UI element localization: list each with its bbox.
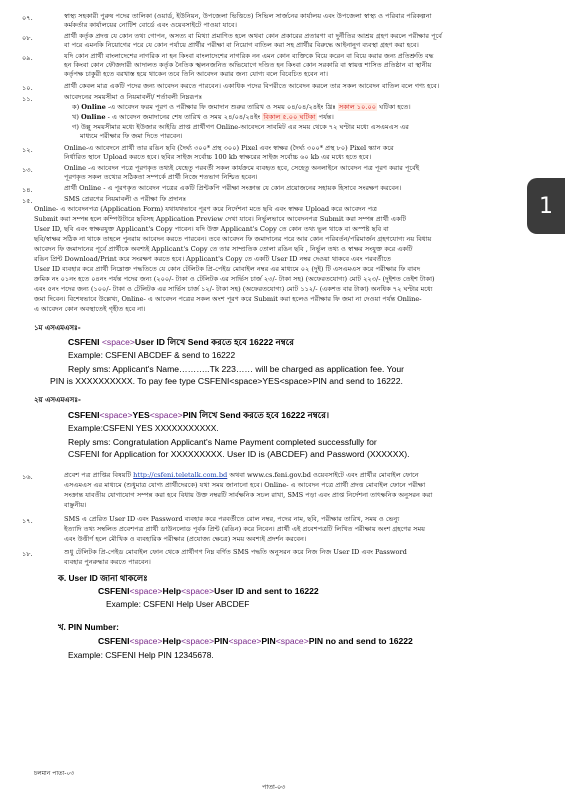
sms-reply: CSFENI for Application for XXXXXXXXX. User ID is (ABCDEF) and Password (XXXXXX). bbox=[68, 449, 410, 459]
item-line: বা পরে এমনকি নিয়োগের পরে যে কোন পর্যায়ে প্রার্থীর পরীক্ষা বা নিয়োগ বাতিল করা সহ প্রার্থীর বিরুদ্ধে আইনানুগ ব্যবস্থা গ্রহণ করা হবে। bbox=[64, 41, 419, 49]
sms-example: Example: CSFENI ABCDEF & send to 16222 bbox=[68, 350, 236, 360]
sub-prefix: ক) bbox=[72, 103, 80, 111]
sms-cmd-part: PIN লিখে Send করতে হবে 16222 নম্বরে। bbox=[182, 410, 330, 420]
item-line: ব্যবহার পুনরুদ্ধার করতে পারবেন। bbox=[64, 558, 151, 566]
sub-item-start bbox=[72, 103, 532, 111]
sub-item-c-cont bbox=[80, 132, 540, 140]
sub-bold: Online bbox=[81, 103, 106, 111]
page-number: পাতা-০৩ bbox=[262, 783, 286, 791]
space-token: <space> bbox=[149, 410, 183, 420]
sub-tail: পর্যন্ত। bbox=[316, 113, 334, 121]
sms-cmd-part: CSFENI bbox=[98, 636, 130, 646]
paragraph-line: এ আবেদন কোন অবস্থাতেই গৃহীত হবে না। bbox=[34, 305, 146, 313]
item-line: SMS এ প্রেরিত User ID এবং Password ব্যবহার করে পরবর্তীতে রোল নম্বর, পদের নাম, ছবি, পরীক্ষার তারিখ, সময় ও ভেন্যু bbox=[64, 515, 400, 523]
recover-example: Example: CSFENI Help PIN 12345678. bbox=[68, 650, 214, 660]
item-line: প্রবেশ পত্র প্রাপ্তির বিষয়টি http://csfeni.teletalk.com.bd অথবা www.cs.feni.gov.bd ওয়েবসাইটে এবং প্রার্থীর মোবাইল ফোনে bbox=[64, 471, 419, 479]
sms-reply: Reply sms: Applicant's Name………..Tk 223…… will be charged as application fee. Your bbox=[68, 364, 404, 374]
sub-item-end bbox=[72, 113, 532, 121]
paragraph-line: রঙিন প্রিন্ট Download/Print করে সংরক্ষণ করতে হবে। Applicant's Copy তে একটি User ID নম্বর দেওয়া থাকবে এবং পরবর্তীতে bbox=[34, 255, 391, 263]
recover-command bbox=[98, 636, 413, 646]
item-line: হন কিংবা কোন ফৌজদারী আদালত কর্তৃক নৈতিক স্খলনজনিত অভিযোগে দণ্ডিত হন কিংবা কোন সরকারি বা স্বায়ত্ত শাসিত প্রতিষ্ঠান বা স্থানীয় bbox=[64, 61, 432, 69]
sms-heading: ২য় এসএমএসঃ- bbox=[34, 395, 81, 404]
item-number: ১৫. bbox=[22, 197, 33, 205]
item-number: ০৭. bbox=[22, 14, 33, 22]
highlight-end-time: বিকাল ৫.০০ ঘটিকা bbox=[263, 113, 316, 121]
item-line: এসএমএস এর মাধ্যমে (শুধুমাত্র যোগ্য প্রার্থীদেরকে) যথা সময় জানানো হবে। Online- এ আবেদন পত্রে প্রার্থী প্রদত্ত মোবাইল ফোনে পরীক্ষা bbox=[64, 481, 426, 489]
sub-prefix: খ) bbox=[72, 113, 79, 121]
sms-cmd-part: Help bbox=[162, 636, 182, 646]
item-number: ০৯. bbox=[22, 54, 33, 62]
item-line: Online-এ আবেদনে প্রার্থী তার রঙিন ছবি (দৈর্ঘ্য ৩০০* প্রস্থ ৩০০) Pixel এবং স্বাক্ষর (দৈর্ঘ্য ৩০০* প্রস্থ ৮০) Pixel স্ক্যান করে bbox=[64, 144, 394, 152]
sub-item-c bbox=[72, 123, 532, 131]
continuation-note: চলমান পাতা-০৩ bbox=[34, 770, 75, 777]
recover-label: খ. PIN Number: bbox=[58, 622, 119, 632]
item-number: ১৬. bbox=[22, 473, 33, 481]
sub-text: উল্লু সময়সীমার মধ্যে ইউজার আইডি প্রাপ্ত প্রার্থীগণ Online-আবেদনে সাবমিট এর সময় থেকে ৭২ ঘণ্টার মধ্যে এসএমএস এর bbox=[81, 123, 409, 131]
paragraph-line: আবেদন ফি জমাদানের পূর্বে প্রার্থীকে অবশ্যই Applicant's Copy তে তার সাম্প্রতিক তোলা রঙিন ছবি , নির্ভুল তথ্য ও স্বাক্ষর সংযুক্ত করে একটি bbox=[34, 245, 413, 253]
item-number: ১৪. bbox=[22, 186, 33, 194]
sms-cmd-part: YES bbox=[132, 410, 150, 420]
space-token: <space> bbox=[129, 636, 163, 646]
item-line: Online -এ আবেদন পত্রে পূরণকৃত তথ্যই যেহেতু পরবর্তী সকল কার্যক্রমে ব্যবহৃত হবে, সেহেতু অনলাইনে আবেদন পত্র পূরণ করার পূর্বেই bbox=[64, 164, 420, 172]
space-token: <space> bbox=[129, 586, 163, 596]
item-line: ইত্যাদি তথ্য সম্বলিত প্রবেশপত্র প্রার্থী ডাউনলোড পূর্বক প্রিন্ট (রঙিন) করে নিবেন। প্রার্থী এই প্রবেশপত্রটি লিখিত পরীক্ষায় অংশ গ্রহণের সময় bbox=[64, 525, 426, 533]
item-line: কর্তৃপক্ষ চাকুরী হতে বরখাস্ত হয়ে থাকেন তবে তিনি আবেদন করার জন্য যোগ্য বলে বিবেচিত হবেন না। bbox=[64, 70, 329, 78]
item-line: SMS প্রেরণের নিয়মাবলী ও পরীক্ষা ফি প্রদানঃ bbox=[64, 195, 187, 203]
highlight-start-time: সকাল ১০.০০ bbox=[338, 103, 377, 111]
sms-cmd-part: PIN bbox=[214, 636, 229, 646]
sms-cmd-part: CSFENI bbox=[68, 337, 102, 347]
sms-reply: PIN is XXXXXXXXXX. To pay fee type CSFENI<space>YES<space>PIN and send to 16222. bbox=[50, 376, 403, 386]
recover-example: Example: CSFENI Help User ABCDEF bbox=[106, 599, 250, 609]
item-line: নির্ধারিত স্থানে Upload করতে হবে। ছবির সাইজ সর্বোচ্চ 100 kb স্বাক্ষরের সাইজ সর্বোচ্চ ৬০ kb এর মধ্যে হতে হবে। bbox=[64, 153, 372, 161]
item-number: ১৭. bbox=[22, 517, 33, 525]
paragraph-line: ছবি/স্বাক্ষর সঠিক না থাকে তাহলে পুনরায় আবেদন করতে পারবেন। তবে আবেদন ফি জমাদানের পরে আর কোন পরিবর্তন/পরিমার্জন গ্রহণযোগ্য নয় বিধায় bbox=[34, 235, 432, 243]
item-number: ১৩. bbox=[22, 166, 33, 174]
sub-tail: ঘটিকা হতে। bbox=[377, 103, 411, 111]
page-indicator-tab[interactable]: 1 bbox=[527, 178, 565, 234]
sms-command bbox=[68, 409, 329, 423]
item-line: কর্মকর্তার কার্যালয়ের নোটিশ বোর্ডে এবং ওয়েবসাইটে পাওয়া যাবে। bbox=[64, 21, 237, 29]
item-number: ১০. bbox=[22, 84, 33, 92]
item-number: ০৮. bbox=[22, 34, 33, 42]
teletalk-link[interactable]: http://csfeni.teletalk.com.bd bbox=[133, 471, 228, 479]
sms-cmd-part: CSFENI bbox=[98, 586, 130, 596]
sub-prefix: গ) bbox=[72, 123, 79, 131]
paragraph-line: Online- এ আবেদনপত্র (Application Form) যথাযথভাবে পূরণ করে নির্দেশনা মতে ছবি এবং স্বাক্ষর Upload করে আবেদন পত্র bbox=[34, 205, 377, 213]
sms-cmd-part: PIN no and send to 16222 bbox=[308, 636, 413, 646]
item-line: পূরণকৃত সকল তথ্যের সঠিকতা সম্পর্কে প্রার্থী নিজে শতভাগ নিশ্চিত হবেন। bbox=[64, 173, 258, 181]
sms-heading: ১ম এসএমএসঃ- bbox=[34, 323, 81, 332]
sub-text: মাধ্যমে পরীক্ষার ফি জমা দিতে পারবেন। bbox=[80, 132, 183, 140]
sms-command bbox=[68, 336, 294, 350]
item-line: যদি কোন প্রার্থী বাংলাদেশের নাগরিক না হন কিংবা বাংলাদেশের নাগরিক নন এমন কোন ব্যক্তিকে বিয়ে করেন বা বিয়ে করার জন্য প্রতিশ্রুতি বদ্ধ bbox=[64, 52, 434, 60]
item-line: প্রার্থী Online - এ পূরণকৃত আবেদন পত্রের একটি প্রিন্টকপি পরীক্ষা সংক্রান্ত যে কোন প্রয়োজনের সহায়ক হিসাবে সংরক্ষণ করবেন। bbox=[64, 184, 402, 192]
sub-text: -এ আবেদন ফরম পূরণ ও পরীক্ষার ফি জমাদান শুরুর তারিখ ও সময় ০৪/০৪/২৪ইং খ্রিঃ bbox=[105, 103, 336, 111]
item-line: প্রার্থী কেবল মাত্র একটি পদের জন্য আবেদন করতে পারবেন। একাধিক পদের বিপরীতে আবেদন করলে তার সকল আবেদন বাতিল বলে গণ্য হবে। bbox=[64, 82, 440, 90]
sub-text: - এ আবেদন জমাদানের শেষ তারিখ ও সময় ২৪/০৪/২৪ইং bbox=[105, 113, 261, 121]
sms-example: Example:CSFENI YES XXXXXXXXXXX. bbox=[68, 423, 219, 433]
item-line: সংক্রান্ত যাবতীয় যোগাযোগ সম্পন্ন করা হবে বিধায় উক্ত নম্বরটি সার্বক্ষনিক সচল রাখা, SMS পড়া এবং প্রাপ্ত নির্দেশনা তাৎক্ষনিক অনুসরন করা bbox=[64, 491, 433, 499]
item-line: বাঞ্ছনীয়। bbox=[64, 501, 87, 509]
item-line: স্বাস্থ্য সহকারী পুরুষ পদের তালিকা (ওয়ার্ড, ইউনিয়ন, উপজেলা ভিত্তিতে) সিভিল সার্জনের কার্যালয় এবং উপজেলা স্বাস্থ্য ও পরিবার পরিকল্পনা bbox=[64, 12, 432, 20]
item-number: ১১. bbox=[22, 95, 33, 103]
space-token: <space> bbox=[228, 636, 262, 646]
sms-reply: Reply sms: Congratulation Applicant's Name Payment completed successfully for bbox=[68, 437, 377, 447]
sms-cmd-part: Help bbox=[162, 586, 182, 596]
space-token: <space> bbox=[181, 636, 215, 646]
space-token: <space> bbox=[101, 337, 135, 347]
space-token: <space> bbox=[181, 586, 215, 596]
paragraph-line: ক্রমিক নং ০১নং হতে ০৪নং পর্যন্ত পদের জন্য (২০০/- টাকা ও টেলিটক এর সার্ভিস চার্জ ২৩/- টাকা সহ) (অফেরতযোগ্য) মোট ২২৩/- (দুইশত তেইশ টাকা) bbox=[34, 275, 435, 283]
paragraph-line: User ID, ছবি এবং স্বাক্ষরযুক্ত Applicant's Copy পাবেন। যদি উক্ত Applicant's Copy তে কোন তথ্য ভুল থাকে বা অস্পষ্ট ছবি বা bbox=[34, 225, 389, 233]
sms-cmd-part: CSFENI bbox=[68, 410, 100, 420]
space-token: <space> bbox=[99, 410, 133, 420]
item-number: ১২. bbox=[22, 146, 33, 154]
sms-cmd-part: PIN bbox=[261, 636, 276, 646]
item-number: ১৮. bbox=[22, 550, 33, 558]
item-line: আবেদনের সময়সীমা ও নিয়মাবলী/ শর্তাবলী নিম্নরূপঃ bbox=[64, 93, 203, 101]
item-line: এবং উত্তীর্ণ হলে মৌখিক ও ব্যবহারিক পরীক্ষার (প্রযোজ্য ক্ষেত্রে) সময় অবশ্যই প্রদর্শন করবেন। bbox=[64, 535, 307, 543]
sms-cmd-part: User ID and sent to 16222 bbox=[214, 586, 319, 596]
paragraph-line: জমা দিবেন। বিশেষভাবে উল্লেখ্য, Online- এ আবেদন পত্রের সকল অংশ পূরণ করে Submit করা হলেও পরীক্ষার ফি জমা না দেওয়া পর্যন্ত Online- bbox=[34, 295, 422, 303]
paragraph-line: Submit করা সম্পন্ন হলে কম্পিউটারে ছবিসহ Application Preview দেখা যাবে। নির্ভুলভাবে আবেদনপত্র Submit করা সম্পন্ন প্রার্থী একটি bbox=[34, 215, 407, 223]
sms-cmd-part: User ID লিখে Send করতে হবে 16222 নম্বরে bbox=[134, 337, 294, 347]
recover-command bbox=[98, 586, 319, 596]
space-token: <space> bbox=[275, 636, 309, 646]
paragraph-line: User ID ব্যবহার করে প্রার্থী নিম্নোক্ত পদ্ধতিতে যে কোন টেলিটক প্রি-পেইড মোবাইল নম্বর এর মাধ্যমে ০২ (দুই) টি এসএমএস করে পরীক্ষার ফি বাবদ bbox=[34, 265, 421, 273]
item-line: প্রার্থী কর্তৃক প্রদত্ত যে কোন তথ্য গোপন, অসত্য বা মিথ্যা প্রমাণিত হলে অথবা কোন প্রকারের প্রতারণা বা দুর্নীতির আশ্রয় গ্রহণ করলে পরীক্ষার পূর্বে bbox=[64, 32, 442, 40]
sub-bold: Online bbox=[81, 113, 106, 121]
paragraph-line: এবং ৫নং পদের জন্য (১০০/- টাকা ও টেলিটক এর সার্ভিস চার্জ ১২/- টাকা সহ) (অফেরতযোগ্য) মোট ১১২/- (একশত বার টাকা) অনধিক ৭২ ঘণ্টার মধ্যে bbox=[34, 285, 433, 293]
recover-label: ক. User ID জানা থাকলেঃ bbox=[58, 573, 148, 583]
item-line: শুধু টেলিটক প্রি-পেইড মোবাইল ফোন থেকে প্রার্থীগণ নিম্ন বর্ণিত SMS পদ্ধতি অনুসরন করে নিজ নিজ User ID এবং Password bbox=[64, 548, 407, 556]
